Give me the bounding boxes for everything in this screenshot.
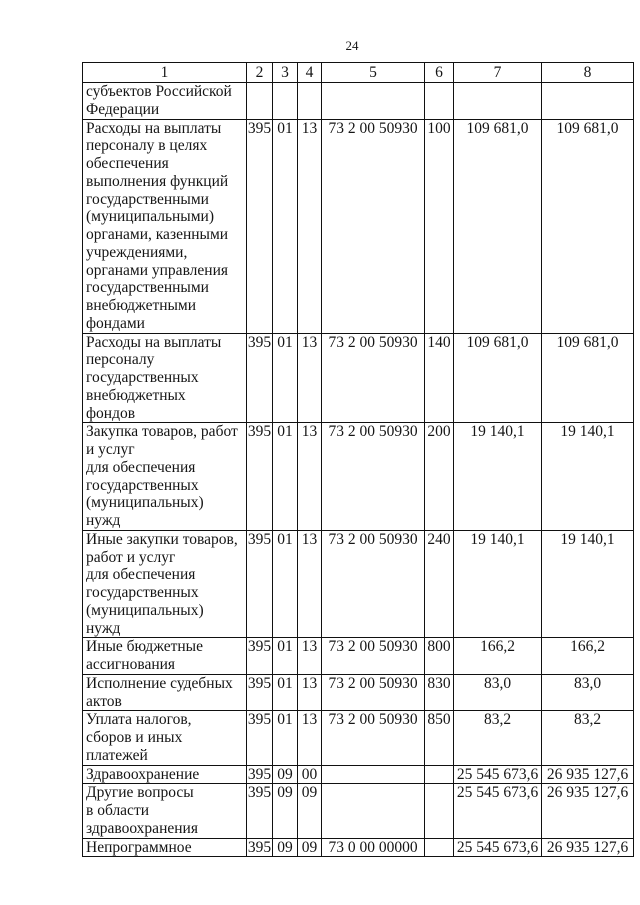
amount-cell-col7: 109 681,0 xyxy=(454,333,542,423)
code-cell-col5: 73 2 00 50930 xyxy=(322,333,425,423)
code-cell-col2: 395 xyxy=(247,119,273,333)
amount-cell-col7: 25 545 673,6 xyxy=(454,765,542,784)
table-row xyxy=(83,638,634,675)
code-cell-col3: 01 xyxy=(273,638,298,675)
table-row xyxy=(83,838,634,857)
budget-table xyxy=(82,62,634,857)
code-cell-col4: 00 xyxy=(298,765,322,784)
code-cell-col6: 850 xyxy=(425,711,454,765)
column-number-header-2: 2 xyxy=(247,63,273,83)
code-cell-col2: 395 xyxy=(247,838,272,856)
code-cell-col4: 13 xyxy=(298,711,322,765)
table-row xyxy=(83,83,634,120)
row-title-cell: Другие вопросы в области здравоохранения xyxy=(83,784,247,838)
row-title-cell: Исполнение судебных актов xyxy=(83,674,247,711)
code-cell-col3: 01 xyxy=(273,119,298,333)
column-number-header-6: 6 xyxy=(425,63,454,83)
code-cell-col3: 01 xyxy=(273,333,298,423)
code-cell-col2: 395 xyxy=(247,333,273,423)
amount-cell-col7: 25 545 673,6 xyxy=(454,838,542,857)
table-row xyxy=(83,784,634,838)
code-cell-col4: 13 xyxy=(298,423,322,531)
amount-cell-col7: 25 545 673,6 xyxy=(454,784,542,838)
code-cell-col2: 395 xyxy=(247,674,273,711)
code-cell-col4: 09 xyxy=(298,784,322,838)
amount-cell-col8: 19 140,1 xyxy=(542,530,634,638)
code-cell-col4: 13 xyxy=(298,333,322,423)
row-title-cell: Иные закупки товаров, работ и услуг для обеспечения государственных (муниципальных) нужд xyxy=(83,530,247,638)
amount-cell-col7: 166,2 xyxy=(454,638,542,675)
column-number-header-8: 8 xyxy=(542,63,634,83)
code-cell-col4: 13 xyxy=(298,674,322,711)
code-cell-col3: 01 xyxy=(273,674,298,711)
code-cell-col6: 800 xyxy=(425,638,454,675)
table-row xyxy=(83,119,634,333)
code-cell-col5: 73 2 00 50930 xyxy=(322,638,425,675)
amount-cell-col8: 26 935 127,6 xyxy=(542,784,634,838)
amount-cell-col8: 166,2 xyxy=(542,638,634,675)
code-cell-col4 xyxy=(298,83,322,120)
table-row xyxy=(83,711,634,765)
code-cell-col4: 13 xyxy=(298,638,322,675)
amount-cell-col8 xyxy=(542,83,634,120)
amount-cell-col8: 83,0 xyxy=(542,674,634,711)
code-cell-col2 xyxy=(247,83,273,120)
column-number-header-4: 4 xyxy=(298,63,322,83)
code-cell-col6: 830 xyxy=(425,674,454,711)
code-cell-col5: 73 2 00 50930 xyxy=(322,530,425,638)
amount-cell-col7: 19 140,1 xyxy=(454,530,542,638)
code-cell-col6 xyxy=(425,838,454,857)
table-row xyxy=(83,530,634,638)
code-cell-col3: 01 xyxy=(273,530,298,638)
table-row xyxy=(83,765,634,784)
code-cell-col3: 01 xyxy=(273,423,298,531)
code-cell-col2: 395 xyxy=(247,638,273,675)
row-title-cell: Закупка товаров, работ и услуг для обеспечения государственных (муниципальных) нужд xyxy=(83,423,247,531)
code-cell-col6 xyxy=(425,765,454,784)
row-title-cell: Здравоохранение xyxy=(83,765,247,784)
amount-cell-col7: 83,0 xyxy=(454,674,542,711)
amount-cell-col8: 26 935 127,6 xyxy=(542,838,634,857)
table-row xyxy=(83,333,634,423)
code-cell-col5 xyxy=(322,765,425,784)
code-cell-col6: 100 xyxy=(425,119,454,333)
code-cell-col3: 09 xyxy=(273,838,298,857)
amount-cell-col8: 83,2 xyxy=(542,711,634,765)
code-cell-col2: 395 xyxy=(247,765,272,783)
code-cell-col3: 01 xyxy=(273,711,298,765)
code-cell-col6: 200 xyxy=(425,423,454,531)
code-cell-col4: 13 xyxy=(298,530,322,638)
code-cell-col3 xyxy=(273,83,298,120)
amount-cell-col8: 109 681,0 xyxy=(542,333,634,423)
table-row xyxy=(83,674,634,711)
code-cell-col2: 395 xyxy=(247,784,273,838)
amount-cell-col7: 109 681,0 xyxy=(454,119,542,333)
column-number-header-5: 5 xyxy=(322,63,425,83)
amount-cell-col8: 19 140,1 xyxy=(542,423,634,531)
code-cell-col6: 240 xyxy=(425,530,454,638)
amount-cell-col7 xyxy=(454,83,542,120)
code-cell-col2: 395 xyxy=(247,711,273,765)
header-row xyxy=(83,63,634,83)
code-cell-col6 xyxy=(425,83,454,120)
code-cell-col5: 73 2 00 50930 xyxy=(322,674,425,711)
amount-cell-col8: 26 935 127,6 xyxy=(542,765,634,784)
code-cell-col4: 09 xyxy=(298,838,322,857)
row-title-cell: Расходы на выплаты персоналу государственных внебюджетных фондов xyxy=(83,333,247,423)
code-cell-col5: 73 2 00 50930 xyxy=(322,711,425,765)
page-number: 24 xyxy=(345,38,359,53)
code-cell-col3: 09 xyxy=(273,784,298,838)
code-cell-col5 xyxy=(322,784,425,838)
row-title-cell: Иные бюджетные ассигнования xyxy=(83,638,247,675)
code-cell-col2: 395 xyxy=(247,530,273,638)
code-cell-col5: 73 0 00 00000 xyxy=(322,838,425,857)
table-row xyxy=(83,423,634,531)
column-number-header-7: 7 xyxy=(454,63,542,83)
row-title-cell: субъектов Российской Федерации xyxy=(83,83,247,120)
column-number-header-1: 1 xyxy=(83,63,247,83)
row-title-cell: Расходы на выплаты персоналу в целях обеспечения выполнения функций государственными (муниципальными) органами, казенными учреждениями, органами управления государственными внебюджетными фондами xyxy=(83,119,247,333)
code-cell-col4: 13 xyxy=(298,119,322,333)
amount-cell-col7: 83,2 xyxy=(454,711,542,765)
code-cell-col5: 73 2 00 50930 xyxy=(322,119,425,333)
code-cell-col5 xyxy=(322,83,425,120)
code-cell-col6: 140 xyxy=(425,333,454,423)
amount-cell-col7: 19 140,1 xyxy=(454,423,542,531)
code-cell-col5: 73 2 00 50930 xyxy=(322,423,425,531)
row-title-cell: Уплата налогов, сборов и иных платежей xyxy=(83,711,247,765)
column-number-header-3: 3 xyxy=(273,63,298,83)
code-cell-col6 xyxy=(425,784,454,838)
code-cell-col2: 395 xyxy=(247,423,273,531)
amount-cell-col8: 109 681,0 xyxy=(542,119,634,333)
row-title-cell: Непрограммное xyxy=(83,838,247,857)
code-cell-col3: 09 xyxy=(273,765,298,784)
